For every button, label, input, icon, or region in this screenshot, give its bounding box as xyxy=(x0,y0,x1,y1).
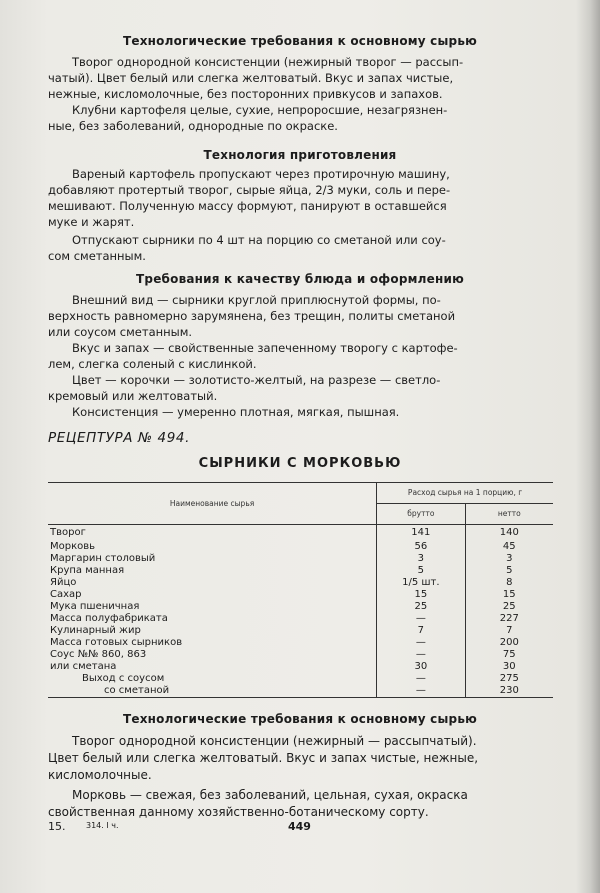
text-line: верхность равномерно зарумянена, без трещин, политы сметаной xyxy=(48,309,456,323)
table-row xyxy=(48,565,553,577)
col-header-net: нетто xyxy=(465,504,553,525)
table-row xyxy=(48,661,553,673)
text-line: кисломолочные. xyxy=(48,768,152,782)
text-line: Клубни картофеля целые, сухие, непроросшие, незагрязнен- xyxy=(72,103,448,117)
net-value: 275 xyxy=(465,673,553,685)
heading-raw-material-1: Технологические требования к основному сырью xyxy=(122,34,477,48)
printer-signature: 15. xyxy=(48,820,66,833)
net-value: 25 xyxy=(465,601,553,613)
ingredient-name: Морковь xyxy=(50,540,96,552)
net-value: 8 xyxy=(465,577,553,589)
table-row xyxy=(48,649,553,661)
net-value: 3 xyxy=(465,553,553,565)
table-row xyxy=(48,637,553,649)
paragraph-raw-material-1 xyxy=(48,54,553,134)
table-row xyxy=(48,577,553,589)
dish-title: СЫРНИКИ С МОРКОВЬЮ xyxy=(198,456,402,471)
net-value: 227 xyxy=(465,613,553,625)
text-line: чатый). Цвет белый или слегка желтоватый. Вкус и запах чистые, xyxy=(48,71,454,85)
table-row xyxy=(48,525,553,541)
ingredient-name: Кулинарный жир xyxy=(50,624,141,636)
text-line: Творог однородной консистенции (нежирный — рассыпчатый). xyxy=(72,734,477,748)
table-row xyxy=(48,541,553,553)
text-line: ные, без заболеваний, однородные по окраске. xyxy=(48,119,338,133)
gross-value: 5 xyxy=(377,565,465,577)
table-row xyxy=(48,553,553,565)
table-row xyxy=(48,625,553,637)
recipe-table xyxy=(48,482,553,698)
table-row xyxy=(48,601,553,613)
text-line: Внешний вид — сырники круглой приплюснутой формы, по- xyxy=(72,293,441,307)
heading-quality: Требования к качеству блюда и оформлению xyxy=(136,272,464,286)
heading-raw-material-2: Технологические требования к основному сырью xyxy=(122,712,477,726)
paragraph-quality xyxy=(48,292,553,420)
net-value: 45 xyxy=(465,541,553,553)
ingredient-name: Мука пшеничная xyxy=(50,600,140,612)
table-row xyxy=(48,613,553,625)
ingredient-name: Соус №№ 860, 863 xyxy=(50,648,147,660)
gross-value: — xyxy=(377,685,465,698)
text-line: мешивают. Полученную массу формуют, панируют в оставшейся xyxy=(48,199,447,213)
ingredient-name: Яйцо xyxy=(50,576,77,588)
gross-value: — xyxy=(377,673,465,685)
gross-value: 15 xyxy=(377,589,465,601)
net-value: 30 xyxy=(465,661,553,673)
ingredient-name: Сахар xyxy=(50,588,82,600)
ingredient-name: Масса готовых сырников xyxy=(50,636,183,648)
text-line: муке и жарят. xyxy=(48,215,135,229)
text-line: Вкус и запах — свойственные запеченному творогу с картофе- xyxy=(72,341,458,355)
net-value: 15 xyxy=(465,589,553,601)
ingredient-name: или сметана xyxy=(50,660,117,672)
gross-value: 30 xyxy=(377,661,465,673)
net-value: 7 xyxy=(465,625,553,637)
gross-value: 25 xyxy=(377,601,465,613)
gross-value: 1/5 шт. xyxy=(377,577,465,589)
recipe-table-body xyxy=(48,525,553,698)
net-value: 75 xyxy=(465,649,553,661)
col-header-ingredient: Наименование сырья xyxy=(48,483,377,525)
text-line: Морковь — свежая, без заболеваний, цельная, сухая, окраска xyxy=(72,788,468,802)
net-value: 200 xyxy=(465,637,553,649)
gross-value: — xyxy=(377,613,465,625)
text-line: лем, слегка соленый с кислинкой. xyxy=(48,357,257,371)
text-line: Цвет белый или слегка желтоватый. Вкус и запах чистые, нежные, xyxy=(48,751,479,765)
paragraph-technology xyxy=(48,166,553,264)
recipe-number: РЕЦЕПТУРА № 494. xyxy=(48,430,190,446)
table-row xyxy=(48,589,553,601)
ingredient-name: Творог xyxy=(50,526,86,538)
text-line: Творог однородной консистенции (нежирный творог — рассып- xyxy=(72,55,464,69)
text-line: сом сметанным. xyxy=(48,249,146,263)
text-line: Отпускают сырники по 4 шт на порцию со сметаной или соу- xyxy=(72,233,446,247)
text-line: добавляют протертый творог, сырые яйца, 2/3 муки, соль и пере- xyxy=(48,183,451,197)
gross-value: — xyxy=(377,649,465,661)
text-line: Консистенция — умеренно плотная, мягкая, пышная. xyxy=(72,405,400,419)
text-line: кремовый или желтоватый. xyxy=(48,389,218,403)
ingredient-name: Масса полуфабриката xyxy=(50,612,168,624)
ingredient-name: Маргарин столовый xyxy=(50,552,156,564)
net-value: 140 xyxy=(465,525,553,541)
printer-signature-mark: 314. I ч. xyxy=(86,821,119,830)
text-line: Вареный картофель пропускают через протирочную машину, xyxy=(72,167,450,181)
page-number: 449 xyxy=(288,820,311,833)
table-row xyxy=(48,685,553,698)
col-header-consumption: Расход сырья на 1 порцию, г xyxy=(377,483,553,504)
page-footer xyxy=(48,820,553,836)
ingredient-name: со сметаной xyxy=(104,684,170,696)
book-spine-shadow xyxy=(576,0,600,893)
text-line: или соусом сметанным. xyxy=(48,325,193,339)
gross-value: 3 xyxy=(377,553,465,565)
gross-value: — xyxy=(377,637,465,649)
gross-value: 7 xyxy=(377,625,465,637)
table-row xyxy=(48,673,553,685)
gross-value: 141 xyxy=(377,525,465,541)
text-line: Цвет — корочки — золотисто-желтый, на разрезе — светло- xyxy=(72,373,441,387)
ingredient-name: Крупа манная xyxy=(50,564,125,576)
paragraph-raw-material-2 xyxy=(48,733,553,821)
heading-technology: Технология приготовления xyxy=(203,148,397,162)
text-line: нежные, кисломолочные, без посторонних привкусов и запахов. xyxy=(48,87,443,101)
net-value: 230 xyxy=(465,685,553,698)
ingredient-name: Выход с соусом xyxy=(82,672,165,684)
text-line: свойственная данному хозяйственно-ботаническому сорту. xyxy=(48,805,429,819)
net-value: 5 xyxy=(465,565,553,577)
col-header-gross: брутто xyxy=(377,504,465,525)
gross-value: 56 xyxy=(377,541,465,553)
